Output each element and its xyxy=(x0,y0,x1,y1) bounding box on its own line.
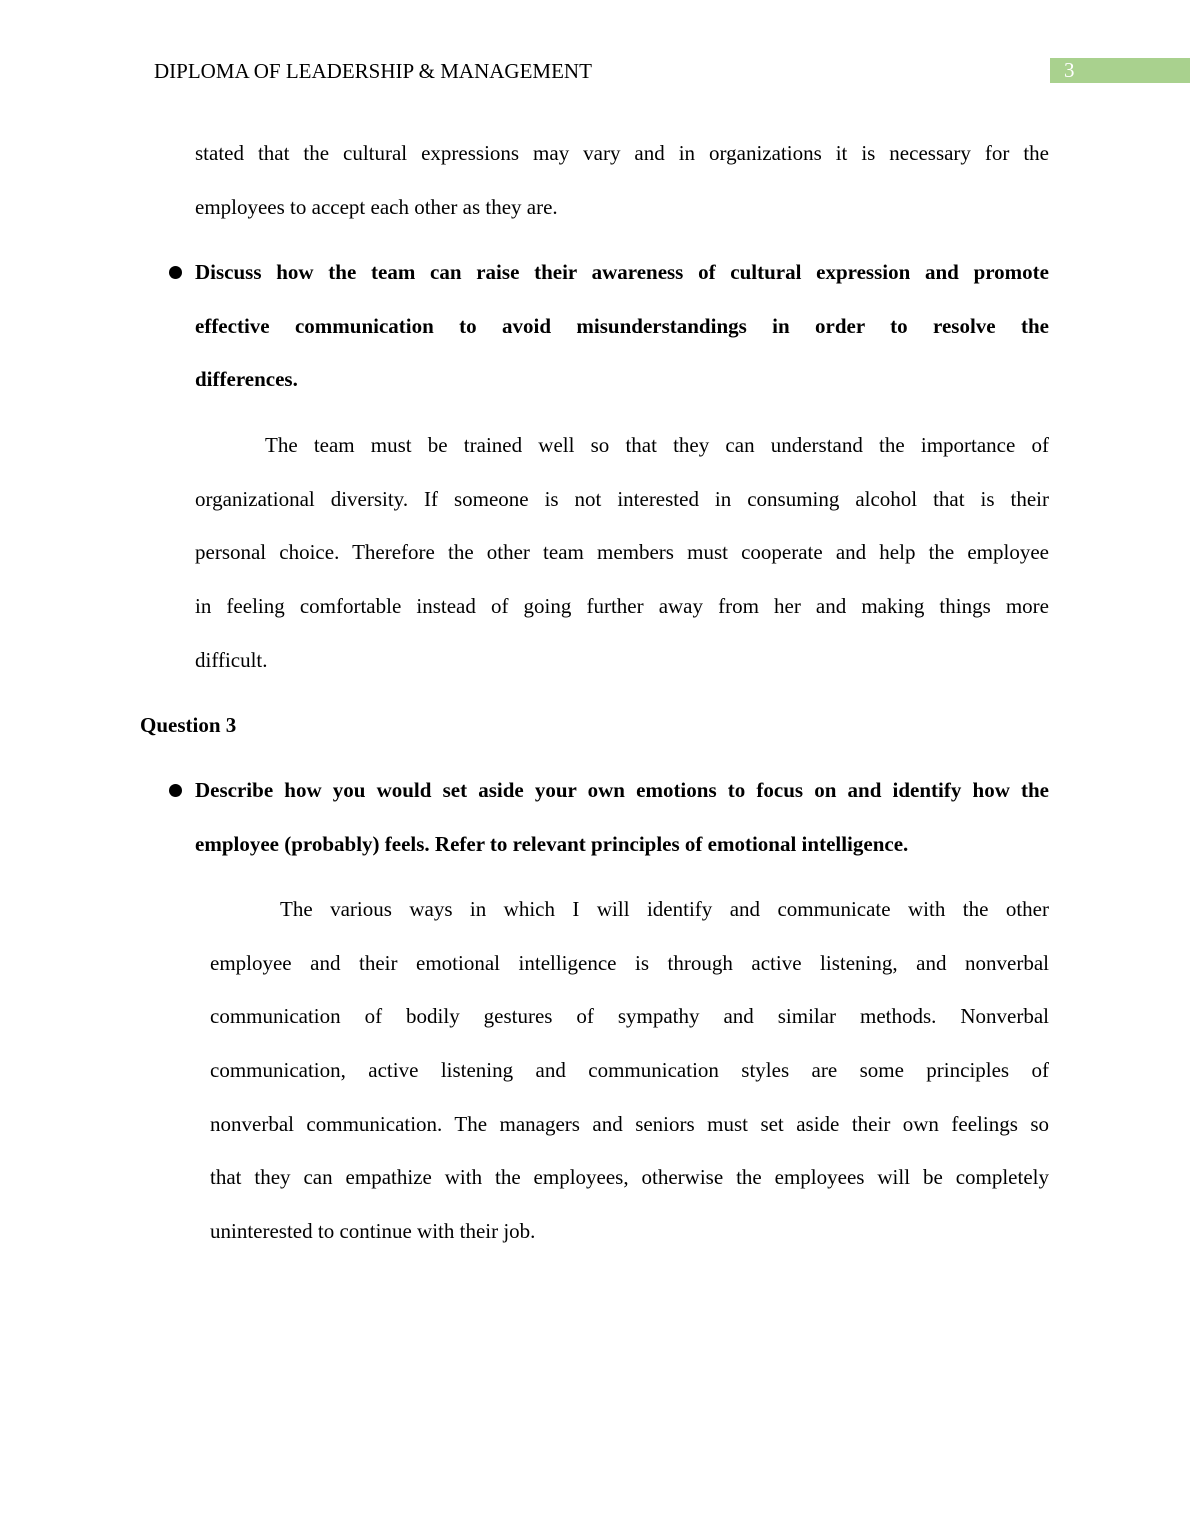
bullet-question-emotional-intelligence xyxy=(195,764,1049,871)
text-line: The various ways in which I will identify and communicate with the other xyxy=(280,897,1049,921)
running-header: DIPLOMA OF LEADERSHIP & MANAGEMENT xyxy=(154,59,592,83)
bullet-question-cultural-awareness xyxy=(195,246,1049,407)
text-line: Describe how you would set aside your own emotions to focus on and identify how the xyxy=(195,778,1049,802)
text-line: in feeling comfortable instead of going further away from her and making things more xyxy=(195,594,1049,619)
bullet-dot-icon xyxy=(169,764,183,818)
text-line: employees to accept each other as they are. xyxy=(195,194,558,219)
text-line: difficult. xyxy=(195,647,268,672)
text-line: employee (probably) feels. Refer to relevant principles of emotional intelligence. xyxy=(195,831,909,856)
text-line: differences. xyxy=(195,367,298,392)
text-line: nonverbal communication. The managers and seniors must set aside their own feelings so xyxy=(210,1111,1049,1136)
text-line: communication of bodily gestures of sympathy and similar methods. Nonverbal xyxy=(210,1004,1049,1029)
bullet-dot-icon xyxy=(169,246,183,300)
text-line: uninterested to continue with their job. xyxy=(210,1219,536,1244)
text-line: personal choice. Therefore the other team members must cooperate and help the employee xyxy=(195,540,1049,565)
continued-paragraph xyxy=(195,127,1049,234)
text-line: The team must be trained well so that they can understand the importance of xyxy=(265,433,1049,457)
answer-paragraph-emotional-intelligence xyxy=(210,883,1049,1259)
text-line: Discuss how the team can raise their awareness of cultural expression and promote xyxy=(195,260,1049,284)
text-line: employee and their emotional intelligence is through active listening, and nonverbal xyxy=(210,950,1049,975)
text-line: that they can empathize with the employees, otherwise the employees will be completely xyxy=(210,1165,1049,1190)
page-number-badge xyxy=(1050,58,1190,83)
text-line: effective communication to avoid misunderstandings in order to resolve the xyxy=(195,313,1049,338)
answer-paragraph-cultural-awareness xyxy=(195,419,1049,687)
section-heading-question-3: Question 3 xyxy=(140,713,237,737)
text-line: organizational diversity. If someone is not interested in consuming alcohol that is their xyxy=(195,486,1049,511)
text-line: communication, active listening and communication styles are some principles of xyxy=(210,1058,1049,1083)
page-number: 3 xyxy=(1064,58,1075,82)
text-line: stated that the cultural expressions may vary and in organizations it is necessary for the xyxy=(195,141,1049,165)
